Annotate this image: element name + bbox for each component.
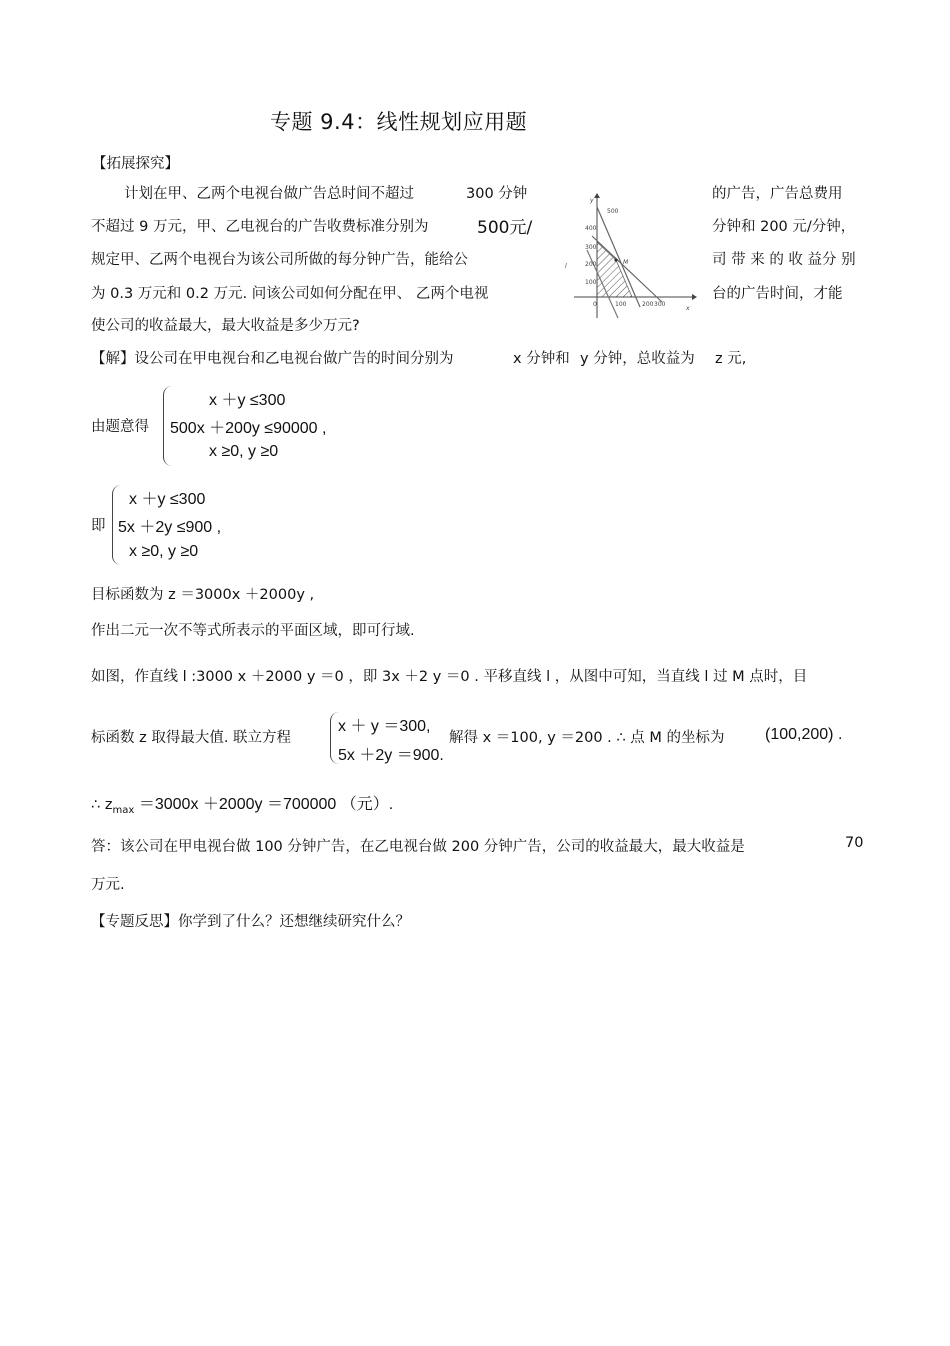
answer-line-b: 70 bbox=[845, 835, 864, 851]
y-tick-label: 300 bbox=[585, 244, 597, 251]
y-tick-label: 500 bbox=[607, 208, 619, 215]
x-tick-label: 300 bbox=[654, 301, 666, 308]
system3-row2: 5x ＋2y ＝900. bbox=[338, 747, 444, 764]
problem-line-1c: 的广告，广告总费用 bbox=[712, 186, 843, 202]
solution-intro-d: z 元, bbox=[715, 351, 747, 367]
region-sentence: 作出二元一次不等式所表示的平面区域，即可行域. bbox=[91, 623, 415, 639]
section-explore-heading: 【拓展探究】 bbox=[92, 156, 179, 172]
feasible-region-figure bbox=[560, 190, 710, 322]
problem-line-5: 使公司的收益最大，最大收益是多少万元? bbox=[91, 318, 360, 334]
zmax-prefix: ∴ z bbox=[91, 797, 113, 813]
problem-line-1b: 300 分钟 bbox=[466, 186, 528, 202]
system1-row3: x ≥0, y ≥0 bbox=[209, 443, 279, 460]
objective-function: 目标函数为 z ＝3000x ＋2000y , bbox=[91, 587, 315, 603]
line-l-label: l bbox=[565, 263, 567, 270]
point-m-label: M bbox=[623, 259, 629, 266]
system2-row3: x ≥0, y ≥0 bbox=[129, 543, 199, 560]
answer-line-c: 万元. bbox=[91, 877, 125, 893]
problem-line-2c: 分钟和 200 元/分钟， bbox=[712, 219, 856, 235]
system2-row1: x ＋y ≤300 bbox=[129, 491, 206, 508]
x-tick-label: 0 bbox=[593, 301, 597, 308]
system3-row1: x ＋ y ＝300, bbox=[338, 718, 431, 735]
y-axis-label: y bbox=[590, 197, 594, 204]
problem-line-3c: 司 带 来 的 收 益分 别 bbox=[712, 252, 856, 268]
max-sentence-b: 解得 x ＝100, y ＝200 . ∴ 点 M 的坐标为 bbox=[449, 730, 725, 746]
problem-line-4c: 台的广告时间，才能 bbox=[712, 286, 843, 302]
solution-intro-a: 【解】设公司在甲电视台和乙电视台做广告的时间分别为 bbox=[91, 351, 454, 367]
problem-line-2a: 不超过 9 万元，甲、乙电视台的广告收费标准分别为 bbox=[91, 219, 429, 235]
problem-line-3a: 规定甲、乙两个电视台为该公司所做的每分钟广告，能给公 bbox=[91, 252, 468, 268]
max-sentence-c: (100,200) . bbox=[765, 726, 843, 743]
answer-line-a: 答：该公司在甲电视台做 100 分钟广告，在乙电视台做 200 分钟广告，公司的收益最大，最大收益是 bbox=[91, 839, 745, 855]
reflection-heading: 【专题反思】你学到了什么？还想继续研究什么？ bbox=[91, 914, 410, 930]
x-tick-label: 100 bbox=[615, 301, 627, 308]
solution-intro-c: y 分钟，总收益为 bbox=[580, 351, 695, 367]
point-m bbox=[614, 258, 617, 261]
problem-line-1a: 计划在甲、乙两个电视台做广告总时间不超过 bbox=[124, 186, 414, 202]
problem-line-2b: 500元/ bbox=[477, 218, 533, 238]
x-axis-label: x bbox=[686, 305, 690, 312]
y-tick-label: 200 bbox=[585, 261, 597, 268]
zmax-subscript: max bbox=[112, 805, 135, 816]
figure-sentence: 如图，作直线 l :3000 x ＋2000 y ＝0 ，即 3x ＋2 y ＝0 . 平移直线 l ，从图中可知，当直线 l 过 M 点时，目 bbox=[91, 669, 808, 685]
zmax-line bbox=[91, 791, 393, 816]
y-tick-label: 400 bbox=[585, 225, 597, 232]
x-tick-label: 200 bbox=[642, 301, 654, 308]
y-tick-label: 100 bbox=[585, 279, 597, 286]
zmax-value: ＝3000x ＋2000y ＝700000 （元）. bbox=[138, 796, 394, 813]
max-sentence-a: 标函数 z 取得最大值. 联立方程 bbox=[91, 730, 292, 746]
system2-row2: 5x ＋2y ≤900 , bbox=[118, 519, 222, 536]
ji-label: 即 bbox=[91, 518, 106, 534]
problem-line-4a: 为 0.3 万元和 0.2 万元. 问该公司如何分配在甲、 乙两个电视 bbox=[91, 286, 489, 302]
given-label: 由题意得 bbox=[91, 419, 149, 435]
system1-row2: 500x ＋200y ≤90000 , bbox=[170, 420, 327, 437]
system1-row1: x ＋y ≤300 bbox=[209, 392, 286, 409]
page-title: 专题 9.4：线性规划应用题 bbox=[270, 110, 528, 134]
solution-intro-b: x 分钟和 bbox=[513, 351, 570, 367]
